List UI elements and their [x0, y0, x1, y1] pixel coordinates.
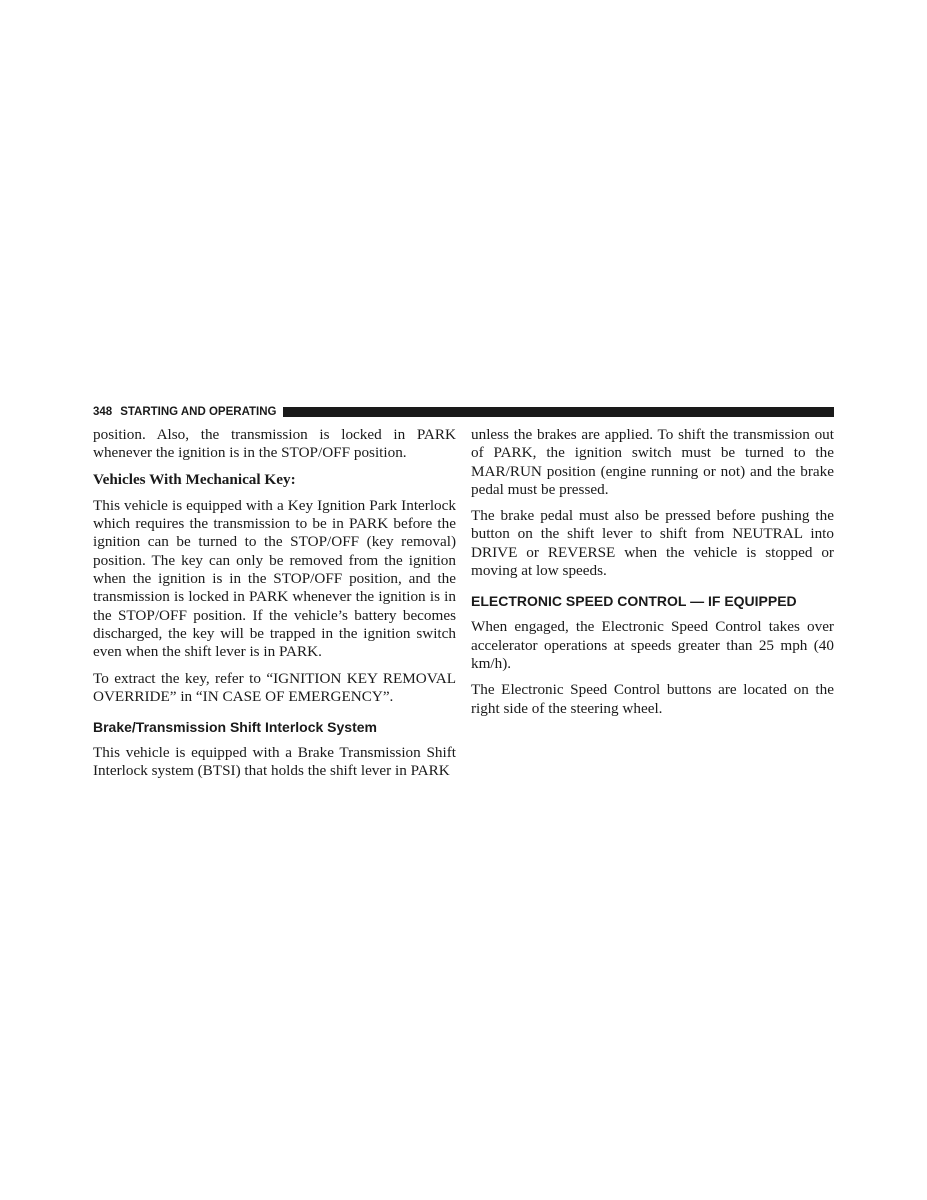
paragraph: When engaged, the Electronic Speed Control takes over accelerator operations at speeds greater than 25 mph (40 km/h). [471, 618, 834, 672]
paragraph: The Electronic Speed Control buttons are located on the right side of the steering wheel. [471, 681, 834, 717]
paragraph: To extract the key, refer to “IGNITION KEY REMOVAL OVERRIDE” in “IN CASE OF EMERGENCY”. [93, 669, 456, 705]
paragraph: This vehicle is equipped with a Brake Transmission Shift Interlock system (BTSI) that holds the shift lever in PARK [93, 744, 456, 780]
paragraph: This vehicle is equipped with a Key Ignition Park Interlock which requires the transmission to be in PARK before the ignition can be turned to the STOP/OFF (key removal) position. The key can only be removed from the ignition when the ignition is in the STOP/OFF position, and the transmission is locked in PARK whenever the ignition is in the STOP/OFF position. If the vehicle’s battery becomes discharged, the key will be trapped in the ignition switch even when the shift lever is in PARK. [93, 496, 456, 661]
header-rule [283, 407, 835, 417]
page-number: 348 [93, 406, 113, 418]
right-column [471, 426, 834, 718]
page-header [93, 404, 834, 420]
subheading-mechanical-key: Vehicles With Mechanical Key: [93, 470, 296, 488]
paragraph: The brake pedal must also be pressed before pushing the button on the shift lever to shift from NEUTRAL into DRIVE or REVERSE when the vehicle is stopped or moving at low speeds. [471, 507, 834, 580]
section-title: STARTING AND OPERATING [120, 406, 277, 418]
paragraph: position. Also, the transmission is locked in PARK whenever the ignition is in the STOP/OFF position. [93, 426, 456, 462]
section-heading-speed-control: ELECTRONIC SPEED CONTROL — IF EQUIPPED [471, 593, 797, 610]
left-column [93, 426, 456, 781]
paragraph: unless the brakes are applied. To shift the transmission out of PARK, the ignition switch must be turned to the MAR/RUN position (engine running or not) and the brake pedal must be pressed. [471, 426, 834, 498]
subheading-btsi: Brake/Transmission Shift Interlock System [93, 719, 377, 736]
